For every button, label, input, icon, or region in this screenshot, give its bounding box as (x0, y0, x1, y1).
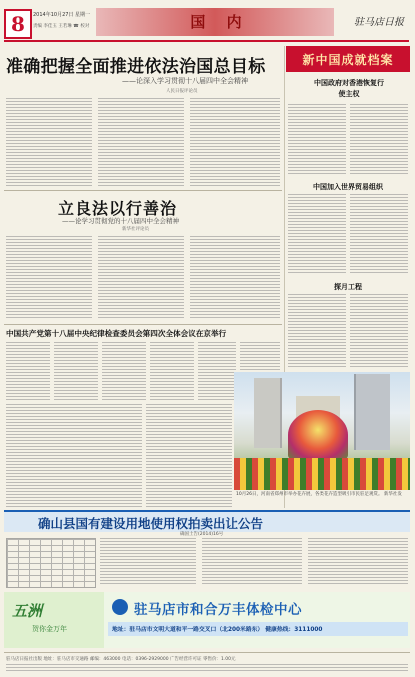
news-photo (234, 372, 410, 490)
article-1-byline: 人民日报评论员 (166, 89, 198, 94)
announcement-header (4, 510, 410, 532)
sidebar-banner (286, 46, 410, 72)
article-2-col-2 (98, 236, 184, 320)
sidebar-item (286, 280, 410, 368)
article-3-continued-mid (146, 404, 232, 508)
sidebar-item-body-left (288, 294, 346, 368)
editor-line: 责编 李佳玉 王若琳 ☎ 校对 (33, 24, 90, 29)
sidebar-item-body-left (288, 104, 346, 176)
sidebar-item-body-left (288, 194, 346, 274)
article-1-col-1 (6, 98, 92, 186)
section-title: 国 内 (190, 13, 250, 31)
sidebar (286, 46, 410, 368)
sidebar-item-title: 探月工程 (334, 283, 362, 291)
sidebar-item-body-right (350, 194, 408, 274)
masthead-rule (4, 40, 409, 42)
article-1-col-3 (190, 98, 280, 186)
announcement (4, 510, 410, 588)
article-2-subhead: ——论学习贯彻党的十八届四中全会精神 (62, 217, 179, 225)
sidebar-item-title: 中国加入世界贸易组织 (313, 183, 383, 191)
announcement-subtitle: 确国土告(2014)16号 (180, 532, 224, 537)
masthead (0, 0, 415, 38)
ad-logo-icon (112, 599, 128, 615)
article-2-col-3 (190, 236, 280, 320)
logo: 驻马店日报 (354, 17, 404, 28)
article-1-headline: 准确把握全面推进依法治国总目标 (6, 57, 266, 77)
footer-rule (4, 652, 410, 653)
building-left (254, 378, 282, 448)
ad-left-panel (4, 592, 104, 648)
ad-left-text: 五洲 (12, 602, 43, 620)
article-3-col-3 (102, 342, 146, 402)
date-line: 2014年10月27日 星期一 (33, 12, 91, 18)
announcement-body-1 (100, 538, 196, 586)
article-3-col-2 (54, 342, 98, 402)
article-3-col-1 (6, 342, 50, 402)
flower-bed (234, 458, 410, 490)
sidebar-item-body-right (350, 294, 408, 368)
divider-1 (4, 190, 282, 191)
announcement-body-3 (308, 538, 408, 586)
article-2-byline: 新华社评论员 (122, 227, 149, 232)
article-3-continued-left (6, 404, 142, 508)
ad-address: 地址：驻马店市文明大道和平一路交叉口（北200米路东） 健康热线：3111000 (112, 627, 323, 633)
page-number-text: 8 (11, 12, 25, 36)
ad-title: 驻马店市和合万丰体检中心 (134, 602, 302, 618)
sidebar-banner-text: 新中国成就档案 (302, 53, 394, 67)
footer-fine-print (6, 664, 408, 672)
page-number (4, 9, 32, 39)
article-1-col-2 (98, 98, 184, 186)
sidebar-item-body-right (350, 104, 408, 176)
advertisement (4, 592, 410, 648)
article-2-headline: 立良法以行善治 (58, 199, 178, 218)
announcement-body-2 (202, 538, 302, 586)
sidebar-item-title: 中国政府对香港恢复行使主权 (314, 79, 384, 98)
announcement-table (6, 538, 96, 588)
article-1 (4, 46, 282, 188)
article-3-col-4 (150, 342, 194, 402)
divider-2 (4, 324, 282, 325)
article-3-col-5 (198, 342, 236, 402)
announcement-title: 确山县国有建设用地使用权拍卖出让公告 (38, 516, 264, 531)
photo-caption: 10月26日，河南省郑州市举办花卉展，各类花卉造型吸引市民驻足观赏。 新华社发 (236, 492, 402, 497)
building-right (354, 374, 390, 450)
footer-line: 驻马店日报社出版 地址：驻马店市交通路 邮编：463000 电话：0396-2929000 广告经营许可证 零售价：1.00元 (6, 657, 236, 662)
article-3-headline: 中国共产党第十八届中央纪律检查委员会第四次全体会议在京举行 (6, 329, 227, 338)
flower-display (288, 410, 348, 460)
ad-left-sub: 贺你金万年 (32, 625, 67, 633)
article-2 (4, 192, 282, 322)
article-2-col-1 (6, 236, 92, 320)
article-1-subhead: ——论深入学习贯彻十八届四中全会精神 (122, 77, 248, 85)
sidebar-item (286, 76, 410, 176)
sidebar-item (286, 180, 410, 276)
